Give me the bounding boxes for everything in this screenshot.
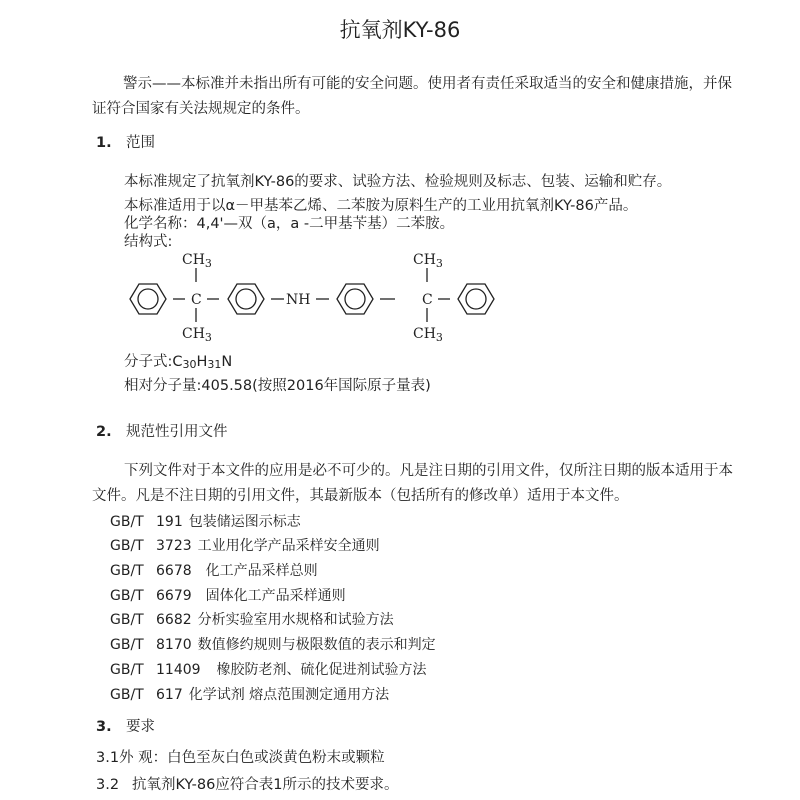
reference-item: [110, 634, 436, 654]
scope-paragraph-2: 本标准适用于以α－甲基苯乙烯、二苯胺为原料生产的工业用抗氧剂KY-86产品。: [124, 198, 638, 214]
reference-prefix: GB/T: [110, 538, 144, 554]
reference-title: 固体化工产品采样通则: [205, 588, 346, 604]
chemical-name: 化学名称：4,4'—双（a，a -二甲基苄基）二苯胺。: [124, 216, 455, 232]
reference-title: 化工产品采样总则: [205, 563, 318, 579]
reference-item: [110, 659, 427, 679]
section-title: 规范性引用文件: [126, 424, 228, 440]
structural-formula: [118, 246, 518, 346]
item-text: 外 观：白色至灰白色或淡黄色粉末或颗粒: [119, 750, 385, 766]
reference-title: 化学试剂 熔点范围测定通用方法: [188, 687, 390, 703]
methyl-group: $CH_3$: [182, 252, 212, 270]
section-number: 2.: [96, 424, 112, 440]
reference-title: 分析实验室用水规格和试验方法: [197, 612, 394, 628]
section-title: 要求: [126, 719, 155, 735]
reference-title: 橡胶防老剂、硫化促进剂试验方法: [216, 662, 427, 678]
reference-code: 3723: [156, 538, 192, 554]
reference-code: 8170: [156, 637, 192, 653]
reference-item: [110, 560, 318, 580]
section-number: 3.: [96, 719, 112, 735]
section-2-heading: [96, 420, 228, 441]
reference-title: 工业用化学产品采样安全通则: [197, 538, 380, 554]
reference-item: [110, 609, 394, 629]
warning-line-1: 警示——本标准并未指出所有可能的安全问题。使用者有责任采取适当的安全和健康措施，并保: [123, 76, 732, 92]
benzene-ring-3: [337, 284, 373, 314]
section-number: 1.: [96, 135, 112, 151]
requirement-3-1: [96, 746, 385, 767]
references-paragraph-line-2: 文件。凡是不注日期的引用文件，其最新版本（包括所有的修改单）适用于本文件。: [92, 488, 629, 504]
methyl-group: $CH_3$: [182, 326, 212, 344]
reference-item: [110, 684, 389, 704]
item-number: 3.1: [96, 750, 120, 766]
item-text: 抗氧剂KY-86应符合表1所示的技术要求。: [132, 777, 399, 793]
carbon-atom: C: [191, 292, 202, 308]
reference-prefix: GB/T: [110, 612, 144, 628]
molecular-formula: [124, 350, 232, 371]
reference-code: 6679: [156, 588, 192, 604]
molecular-mass: [124, 374, 431, 395]
reference-item: [110, 511, 301, 531]
reference-item: [110, 535, 380, 555]
document-title: 抗氧剂KY-86: [339, 18, 461, 42]
reference-code: 617: [156, 687, 183, 703]
reference-code: 11409: [156, 662, 201, 678]
reference-prefix: GB/T: [110, 662, 144, 678]
reference-prefix: GB/T: [110, 637, 144, 653]
reference-code: 6678: [156, 563, 192, 579]
reference-code: 191: [156, 514, 183, 530]
amine-group: NH: [286, 292, 311, 308]
scope-paragraph-1: 本标准规定了抗氧剂KY-86的要求、试验方法、检验规则及标志、包装、运输和贮存。: [124, 174, 672, 190]
mass-value: 405.58(按照2016年国际原子量表): [201, 378, 431, 394]
reference-item: [110, 585, 346, 605]
benzene-ring-2: [228, 284, 264, 314]
section-3-heading: [96, 715, 155, 736]
methyl-group: $CH_3$: [413, 326, 443, 344]
reference-prefix: GB/T: [110, 514, 144, 530]
reference-prefix: GB/T: [110, 687, 144, 703]
references-paragraph-line-1: 下列文件对于本文件的应用是必不可少的。凡是注日期的引用文件，仅所注日期的版本适用于本: [124, 463, 733, 479]
requirement-3-2: [96, 773, 399, 794]
reference-prefix: GB/T: [110, 563, 144, 579]
reference-code: 6682: [156, 612, 192, 628]
section-title: 范围: [126, 135, 155, 151]
benzene-ring-1: [130, 284, 166, 314]
warning-line-2: 证符合国家有关法规规定的条件。: [92, 101, 310, 117]
reference-title: 包装储运图示标志: [188, 514, 301, 530]
reference-prefix: GB/T: [110, 588, 144, 604]
reference-title: 数值修约规则与极限数值的表示和判定: [197, 637, 436, 653]
formula-value: $C_{30}H_{31}N$: [172, 354, 233, 371]
section-1-heading: [96, 131, 155, 152]
benzene-ring-4: [458, 284, 494, 314]
methyl-group: $CH_3$: [413, 252, 443, 270]
formula-label: 分子式:: [124, 354, 173, 370]
structure-label: 结构式:: [124, 234, 173, 250]
carbon-atom: C: [422, 292, 433, 308]
mass-label: 相对分子量:: [124, 378, 202, 394]
item-number: 3.2: [96, 777, 120, 793]
